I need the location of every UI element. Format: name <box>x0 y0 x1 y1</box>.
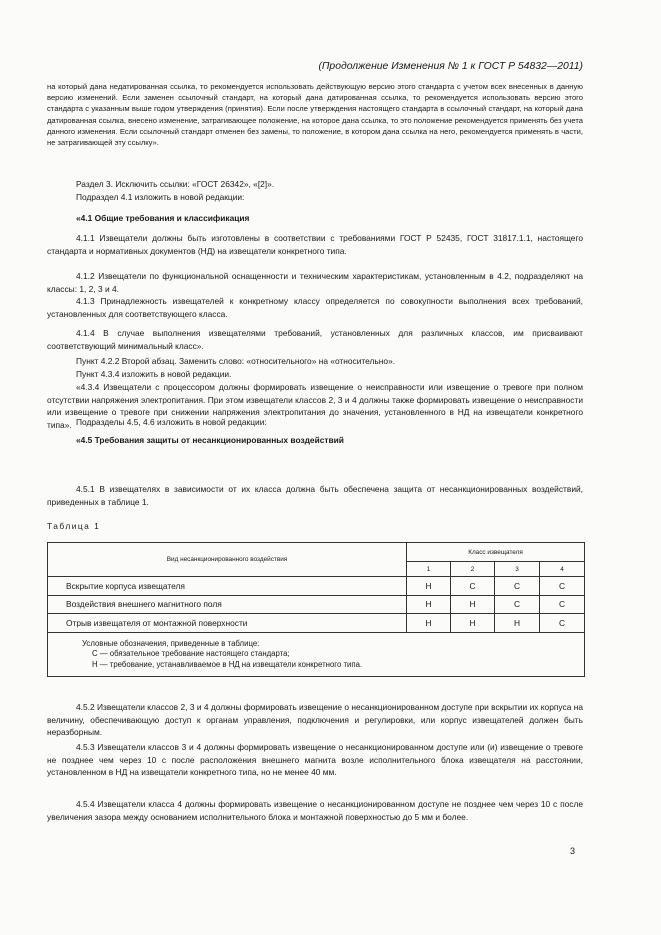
heading-4-1: «4.1 Общие требования и классификация <box>76 213 250 223</box>
table-cell: Н <box>407 577 451 596</box>
table-note-line: Н — требование, устанавливаемое в НД на извещатели конкретного типа. <box>92 659 363 669</box>
page-header: (Продолжение Изменения № 1 к ГОСТ Р 54832—2011) <box>318 61 583 72</box>
table-notes-row <box>48 632 585 677</box>
table-cell: Н <box>451 614 495 633</box>
heading-4-5: «4.5 Требования защиты от несанкционированных воздействий <box>76 435 344 445</box>
table-class-number: 4 <box>540 562 585 577</box>
paragraph-4-1-3: 4.1.3 Принадлежность извещателей к конкретному классу определяется по совокупности выполнения всех требований, установленных для соответствующего класса. <box>47 296 583 319</box>
table-note-line: Условные обозначения, приведенные в таблице: <box>82 638 260 648</box>
table-cell: С <box>451 577 495 596</box>
table-header-impact-type: Вид несанкционированного воздействия <box>48 543 407 577</box>
table-cell: С <box>495 577 540 596</box>
table-row-label: Отрыв извещателя от монтажной поверхности <box>48 614 407 633</box>
table-cell: Н <box>451 595 495 614</box>
protection-table <box>47 542 585 677</box>
paragraph-4-1-2: 4.1.2 Извещатели по функциональной оснащенности и техническим характеристикам, установленным в 4.2, подразделяют на классы: 1, 2, 3 и 4. <box>47 271 583 294</box>
paragraph-4-1-1: 4.1.1 Извещатели должны быть изготовлены в соответствии с требованиями ГОСТ Р 52435, ГОСТ 31817.1.1, настоящего стандарта и нормативных документов (НД) на извещатели конкретного типа. <box>47 233 583 256</box>
table-row <box>48 577 585 596</box>
paragraph-4-5-2: 4.5.2 Извещатели классов 2, 3 и 4 должны формировать извещение о несанкционированном доступе при вскрытии их корпуса на величину, обеспечивающую доступ к органам управления, подключения и регулировки, или корпус извещателей должен быть неразборным. <box>47 702 583 737</box>
table-row-label: Воздействия внешнего магнитного поля <box>48 595 407 614</box>
table-cell: С <box>495 595 540 614</box>
paragraph-4-5-4: 4.5.4 Извещатели класса 4 должны формировать извещение о несанкционированном доступе не позднее чем через 10 с после увеличения зазора между основанием исполнительного блока и монтажной поверхностью до 5 мм и более. <box>47 799 583 822</box>
table-class-number: 1 <box>407 562 451 577</box>
table-caption: Таблица 1 <box>47 521 101 531</box>
subsection41-intro: Подраздел 4.1 изложить в новой редакции: <box>76 192 245 202</box>
table-class-number: 2 <box>451 562 495 577</box>
paragraph-4-1-4: 4.1.4 В случае выполнения извещателями требований, установленных для различных классов, им присваивают соответствующий минимальный класс». <box>47 328 583 351</box>
table-row <box>48 614 585 633</box>
paragraph-4-5-3: 4.5.3 Извещатели классов 3 и 4 должны формировать извещение о несанкционированном доступе или (и) извещение о тревоге не позднее чем через 10 с после расположения внешнего магнита возле исполнительного блока извещателя на расстоянии, установленном в НД на извещатели конкретного типа, но не менее 40 мм. <box>47 742 583 777</box>
paragraph-4-3-4: «4.3.4 Извещатели с процессором должны формировать извещение о неисправности или извещение о тревоге при полном отсутствии напряжения электропитания. При этом извещатели классов 2, 3 и 4 должны также формировать извещение о неисправности или извещение о тревоге при снижении напряжения электропитания до значения, установленного в НД на извещатели конкретного типа». <box>47 382 583 430</box>
intro-paragraph: на который дана недатированная ссылка, то рекомендуется использовать действующую версию этого стандарта с учетом всех внесенных в данную версию изменений. Если заменен ссылочный стандарт, на который дана датированная ссылка, то рекомендуется использовать версию этого стандарта с указанным выше годом утверждения (принятия). Если после утверждения настоящего стандарта в ссылочный стандарт, на который дана датированная ссылка, внесено изменение, затрагивающее положение, на которое дана ссылка, то это положение рекомендуется применять без учета данного изменения. Если ссылочный стандарт отменен без замены, то положение, в котором дана ссылка на него, рекомендуется применять в части, не затрагивающей эту ссылку». <box>47 82 583 148</box>
table-cell: Н <box>407 595 451 614</box>
table-header-class: Класс извещателя <box>407 543 585 562</box>
table-row-label: Вскрытие корпуса извещателя <box>48 577 407 596</box>
paragraph-4-5-1: 4.5.1 В извещателях в зависимости от их класса должна быть обеспечена защита от несанкционированных воздействий, приведенных в таблице 1. <box>47 484 583 507</box>
paragraph-4-2-2: Пункт 4.2.2 Второй абзац. Заменить слово: «относительного» на «относительно». <box>76 356 396 366</box>
table-note-line: С — обязательное требование настоящего стандарта; <box>92 649 290 658</box>
page-number: 3 <box>570 846 576 856</box>
table-cell: С <box>540 614 585 633</box>
table-cell: Н <box>495 614 540 633</box>
subsections-45-46-intro: Подразделы 4.5, 4.6 изложить в новой редакции: <box>76 417 267 427</box>
paragraph-4-3-4-intro: Пункт 4.3.4 изложить в новой редакции. <box>76 369 232 379</box>
table-class-number: 3 <box>495 562 540 577</box>
table-row <box>48 595 585 614</box>
table-cell: С <box>540 595 585 614</box>
table-cell: С <box>540 577 585 596</box>
table-cell: Н <box>407 614 451 633</box>
table-notes <box>48 632 585 677</box>
section3-paragraph: Раздел 3. Исключить ссылки: «ГОСТ 26342», «[2]». <box>76 179 275 189</box>
